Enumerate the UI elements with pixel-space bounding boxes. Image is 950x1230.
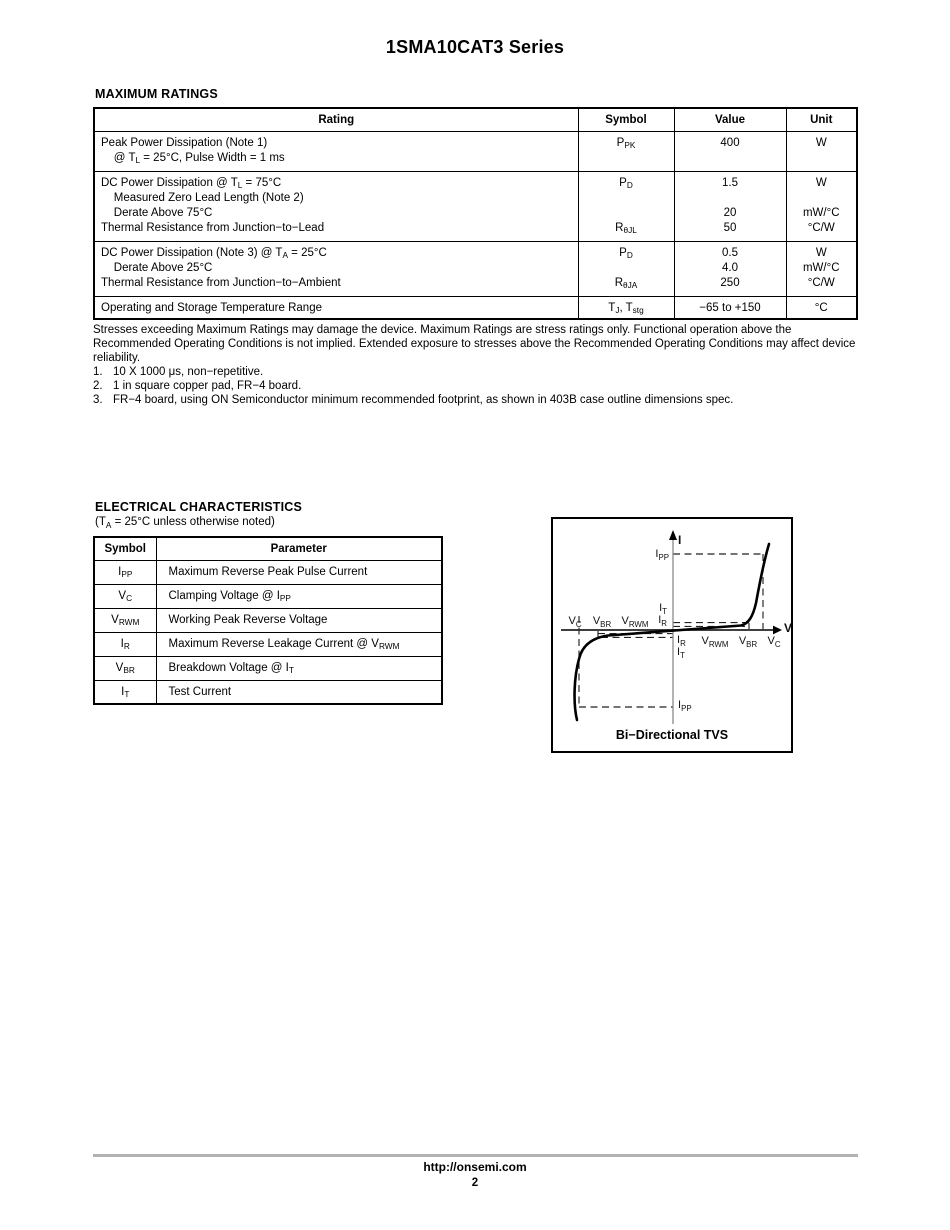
symbol-cell: $P_D$ $R_{\theta JA}$ <box>578 241 674 296</box>
parameter-cell: Clamping Voltage @ $I_{PP}$ <box>156 584 442 608</box>
value-cell: −65 to +150 <box>674 296 786 319</box>
table-row <box>94 296 857 319</box>
unit-cell: W mW/°C °C/W <box>786 241 857 296</box>
parameter-cell: Breakdown Voltage @ $I_T$ <box>156 656 442 680</box>
note-item <box>93 366 858 380</box>
tvs-diagram <box>551 517 793 753</box>
electrical-characteristics-heading: ELECTRICAL CHARACTERISTICS <box>95 500 303 514</box>
rating-cell: Peak Power Dissipation (Note 1) @ $T_L = 25^\circ C$, Pulse Width = 1 ms <box>94 131 578 171</box>
it-right-label: $I_T$ <box>677 646 685 660</box>
note-number: 3. <box>93 393 103 406</box>
vrwm-right-label: $V_{RWM}$ <box>701 635 729 649</box>
table-row <box>94 241 857 296</box>
note-text: FR−4 board, using ON Semiconductor minimum recommended footprint, as shown in 403B case outline dimensions spec. <box>113 393 734 406</box>
footer-rule <box>93 1154 858 1157</box>
symbol-cell: $P_{PK}$ <box>578 131 674 171</box>
value-cell: 1.5 20 50 <box>674 171 786 241</box>
maximum-ratings-heading: MAXIMUM RATINGS <box>95 87 218 101</box>
voltage-axis-arrow <box>773 626 782 635</box>
unit-cell: °C <box>786 296 857 319</box>
electrical-characteristics-table <box>93 536 443 705</box>
note-number: 2. <box>93 380 103 393</box>
value-cell: 400 <box>674 131 786 171</box>
note-number: 1. <box>93 366 103 379</box>
symbol-cell: $I_{PP}$ <box>94 560 156 584</box>
tvs-curve <box>575 544 769 720</box>
vc-left-label: $V_C$ <box>568 615 582 629</box>
note-text: 10 X 1000 μs, non−repetitive. <box>113 366 264 379</box>
page-title: 1SMA10CAT3 Series <box>385 37 565 57</box>
unit-cell: W mW/°C °C/W <box>786 171 857 241</box>
notes-block <box>93 324 858 408</box>
table-row <box>94 632 442 656</box>
rating-cell: DC Power Dissipation (Note 3) @ $T_A = 25^\circ C$ Derate Above 25°C Thermal Resistance from Junction−to−Ambient <box>94 241 578 296</box>
ir-left-label: $I_R$ <box>658 614 667 628</box>
symbol-cell: $P_D$ $R_{\theta JL}$ <box>578 171 674 241</box>
note-item <box>93 380 858 394</box>
table-row <box>94 131 857 171</box>
ipp-top-label: $I_{PP}$ <box>655 548 669 562</box>
rating-cell: Operating and Storage Temperature Range <box>94 296 578 319</box>
parameter-cell: Maximum Reverse Peak Pulse Current <box>156 560 442 584</box>
note-item <box>93 394 858 408</box>
table-header-row <box>94 537 442 560</box>
footer-url: http://onsemi.com <box>423 1160 527 1174</box>
note-text: 1 in square copper pad, FR−4 board. <box>113 380 302 393</box>
it-left-label: $I_T$ <box>659 602 667 616</box>
column-header-unit: Unit <box>786 108 857 131</box>
table-row <box>94 560 442 584</box>
table-row <box>94 656 442 680</box>
symbol-cell: $V_C$ <box>94 584 156 608</box>
column-header-parameter: Parameter <box>156 537 442 560</box>
symbol-cell: $V_{BR}$ <box>94 656 156 680</box>
table-row <box>94 584 442 608</box>
vrwm-left-label: $V_{RWM}$ <box>621 615 649 629</box>
voltage-axis-label: V <box>784 621 793 635</box>
table-row <box>94 608 442 632</box>
symbol-cell: $V_{RWM}$ <box>94 608 156 632</box>
table-row <box>94 171 857 241</box>
symbol-cell: $I_R$ <box>94 632 156 656</box>
unit-cell: W <box>786 131 857 171</box>
vc-right-label: $V_C$ <box>767 635 781 649</box>
symbol-cell: $I_T$ <box>94 680 156 704</box>
rating-cell: DC Power Dissipation @ $T_L = 75^\circ C$ Measured Zero Lead Length (Note 2) Derate Above 75°C Thermal Resistance from Junction−to−Lead <box>94 171 578 241</box>
column-header-symbol: Symbol <box>94 537 156 560</box>
column-header-rating: Rating <box>94 108 578 131</box>
table-header-row <box>94 108 857 131</box>
current-axis-arrow <box>669 530 677 540</box>
column-header-value: Value <box>674 108 786 131</box>
current-axis-label: I <box>678 533 682 547</box>
vbr-right-label: $V_{BR}$ <box>738 635 758 649</box>
ir-right-label: $I_R$ <box>677 634 686 648</box>
vbr-left-label: $V_{BR}$ <box>592 615 612 629</box>
diagram-caption: Bi−Directional TVS <box>615 728 729 742</box>
maximum-ratings-table <box>93 107 858 320</box>
parameter-cell: Maximum Reverse Leakage Current @ $V_{RWM}$ <box>156 632 442 656</box>
value-cell: 0.5 4.0 250 <box>674 241 786 296</box>
symbol-cell: $T_J$, $T_{stg}$ <box>578 296 674 319</box>
ipp-bottom-label: $I_{PP}$ <box>678 699 692 713</box>
parameter-cell: Working Peak Reverse Voltage <box>156 608 442 632</box>
parameter-cell: Test Current <box>156 680 442 704</box>
electrical-conditions-note: ($T_A = 25^\circ C$ unless otherwise noted) <box>95 516 275 530</box>
stress-note: Stresses exceeding Maximum Ratings may damage the device. Maximum Ratings are stress ratings only. Functional operation above the Recommended Operating Conditions is not implied. Extended exposure to stresses above the Recommended Operating Conditions may affect device reliability. <box>93 324 856 364</box>
table-row <box>94 680 442 704</box>
page-number: 2 <box>471 1177 479 1189</box>
column-header-symbol: Symbol <box>578 108 674 131</box>
